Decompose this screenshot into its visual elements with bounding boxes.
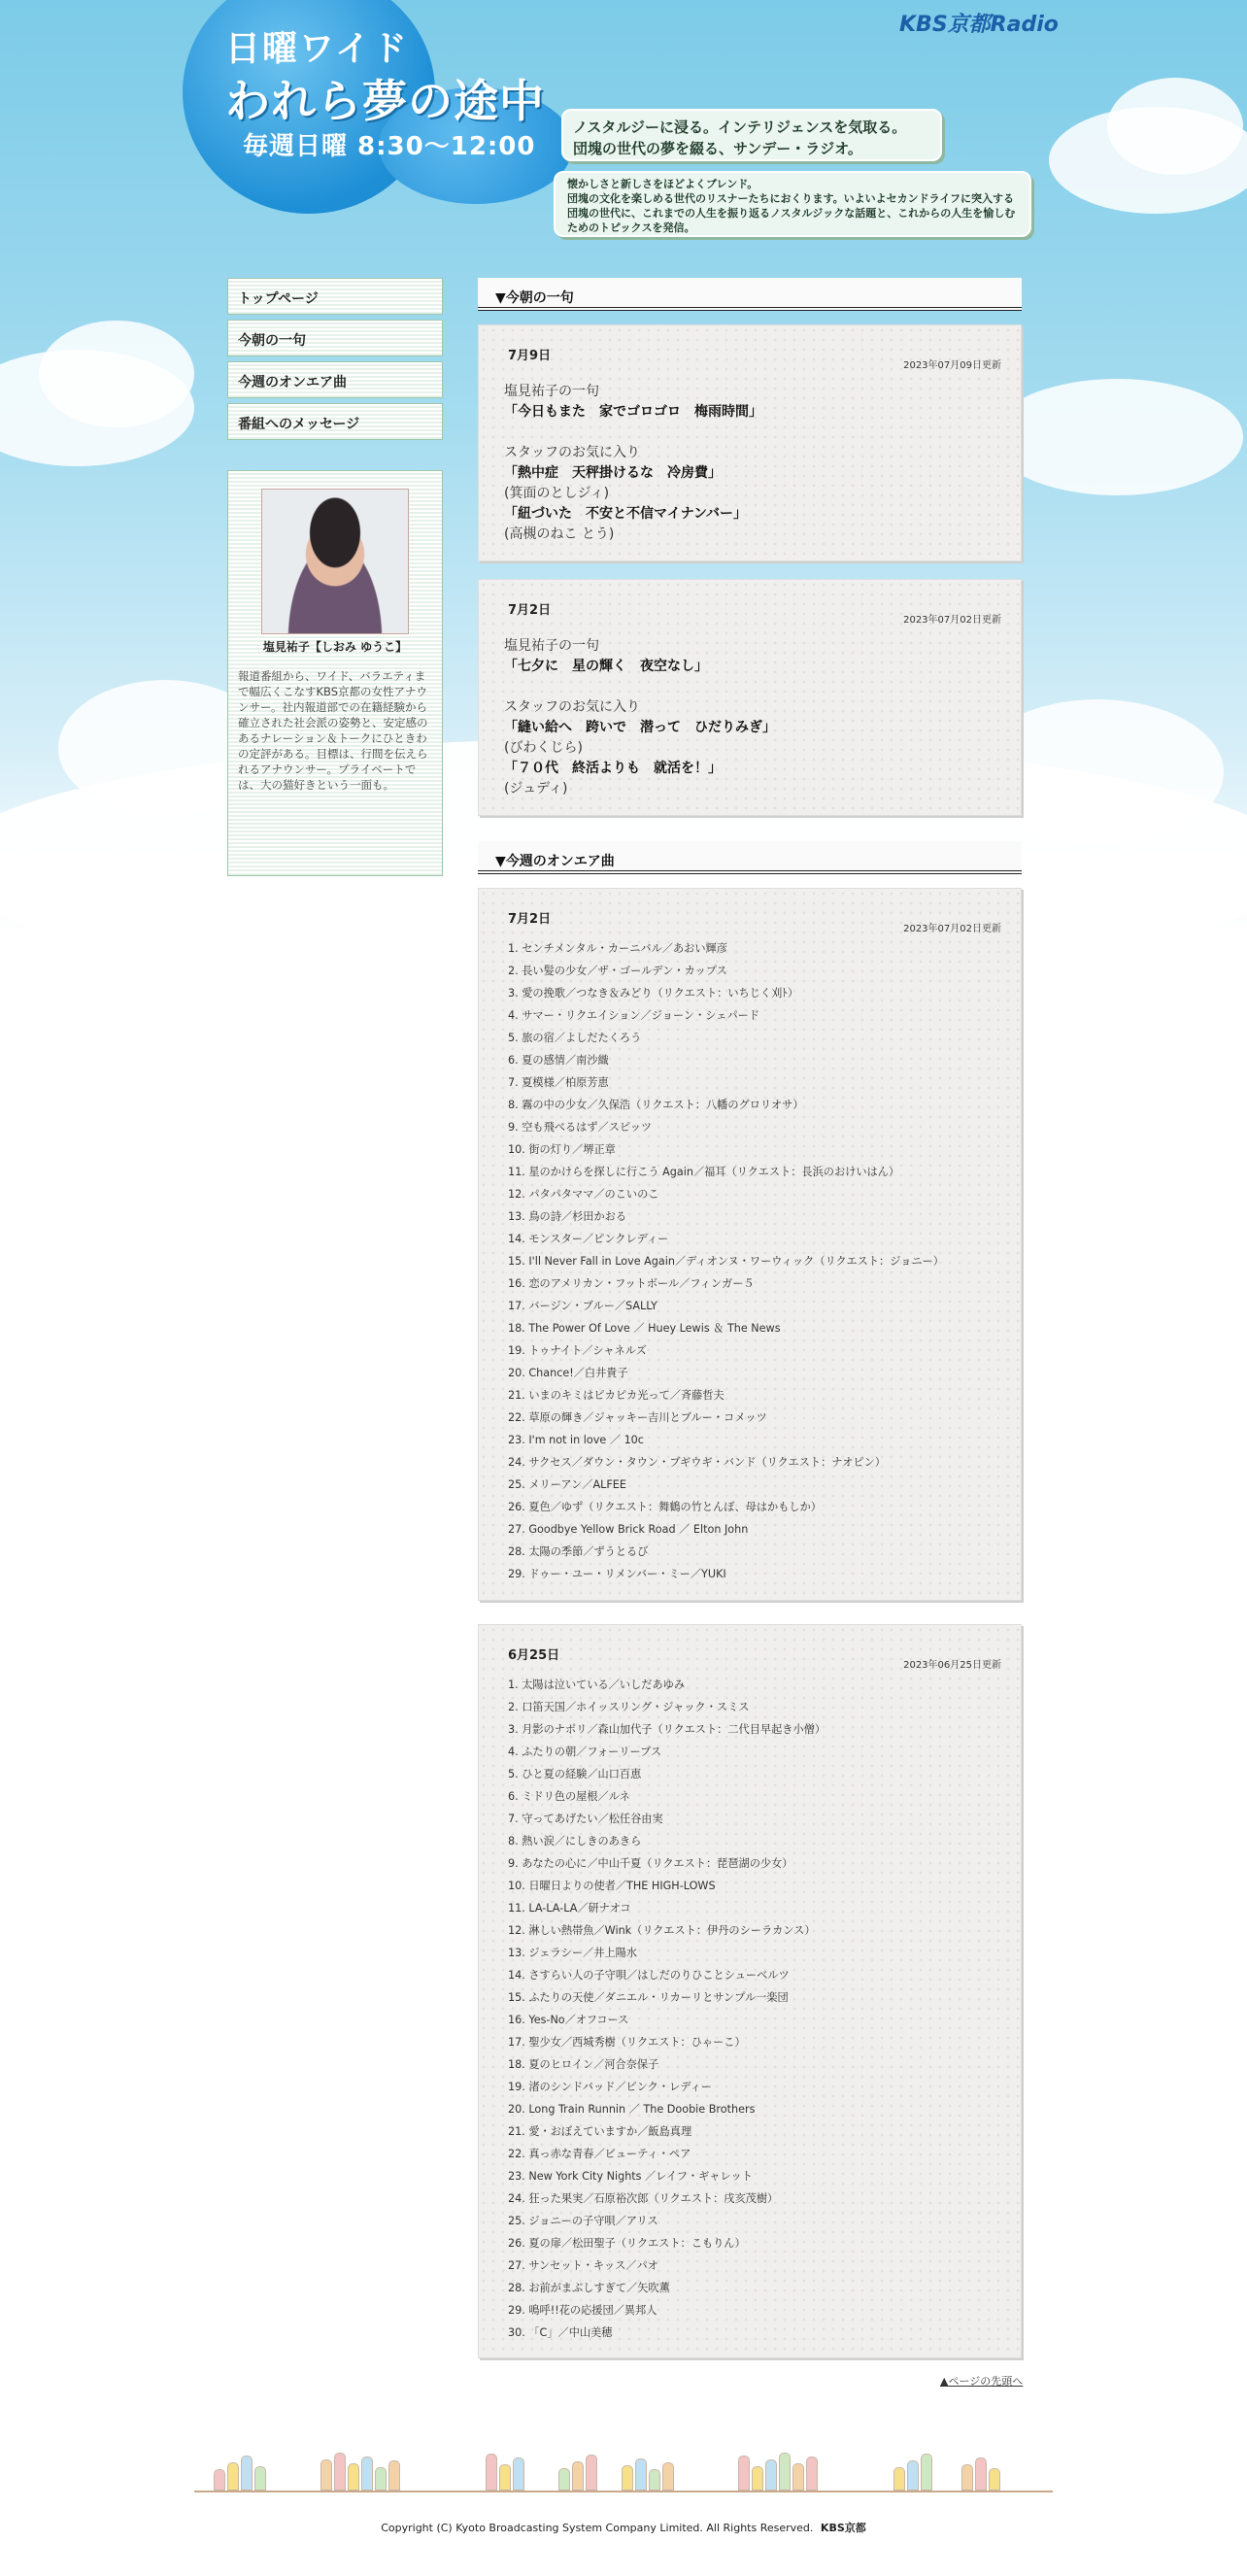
house-icon [907, 2460, 919, 2491]
house-icon [558, 2468, 570, 2491]
haiku-verse: 「紐づいた 不安と不信マイナンバー」 [504, 506, 748, 522]
house-icon [662, 2462, 674, 2491]
description-1: 懐かしさと新しさをほどよくブレンド。 [567, 178, 758, 190]
house-icon [752, 2466, 763, 2491]
song-item: 17. 聖少女／西城秀樹（リクエスト：ひゃーこ） [508, 2036, 746, 2049]
songs-card [478, 888, 1022, 1601]
house-icon [893, 2467, 905, 2491]
song-item: 12. 淋しい熱帯魚／Wink（リクエスト：伊丹のシーラカンス） [508, 1924, 816, 1937]
haiku-lines [504, 382, 762, 545]
haiku-verse: 「熱中症 天秤掛けるな 冷房費」 [504, 465, 722, 481]
song-item: 28. 太陽の季節／ずうとるび [508, 1545, 649, 1558]
card-date: 7月2日 [508, 912, 552, 927]
song-item: 10. 日曜日よりの使者／THE HIGH-LOWS [508, 1880, 716, 1892]
house-icon [214, 2469, 225, 2491]
song-item: 7. 守ってあげたい／松任谷由実 [508, 1813, 663, 1825]
song-item: 26. 夏の扉／松田聖子（リクエスト：こもりん） [508, 2237, 746, 2250]
songs-card [478, 1624, 1022, 2358]
town-illustration [194, 2434, 1053, 2491]
haiku-verse: 「七夕に 星の輝く 夜空なし」 [504, 659, 708, 674]
song-list [508, 937, 944, 1585]
song-item: 15. I'll Never Fall in Love Again／ディオンヌ・ワーウィック（リクエスト：ジョニー） [508, 1255, 944, 1268]
song-item: 21. 愛・おぼえていますか／飯島真理 [508, 2125, 692, 2138]
tagline-box [561, 109, 942, 161]
song-item: 25. ジョニーの子守唄／アリス [508, 2215, 658, 2227]
logo-schedule: 毎週日曜 8:30〜12:00 [243, 132, 536, 161]
description-box [554, 171, 1031, 237]
house-icon [227, 2462, 239, 2491]
song-item: 14. さすらい人の子守唄／はしだのりひことシューベルツ [508, 1969, 790, 1982]
haiku-lines [504, 636, 776, 799]
house-icon [388, 2460, 400, 2491]
song-item: 24. サクセス／ダウン・タウン・ブギウギ・バンド（リクエスト：ナオピン） [508, 1456, 886, 1469]
house-icon [921, 2454, 932, 2491]
song-item: 19. トゥナイト／シャネルズ [508, 1344, 647, 1357]
host-name: 塩見祐子【しおみ ゆうこ】 [262, 640, 408, 654]
song-item: 4. ふたりの朝／フォーリーブス [508, 1746, 662, 1758]
card-updated: 2023年06月25日更新 [903, 1660, 1001, 1671]
song-item: 20. Long Train Runnin ／ The Doobie Brothers [508, 2103, 756, 2116]
house-icon [499, 2464, 511, 2491]
song-item: 16. Yes-No／オフコース [508, 2014, 629, 2026]
song-item: 8. 熱い涙／にしきのあきら [508, 1835, 642, 1847]
song-item: 22. 真っ赤な青春／ビューティ・ペア [508, 2148, 691, 2160]
song-item: 25. メリーアン／ALFEE [508, 1478, 626, 1491]
song-item: 15. ふたりの天使／ダニエル・リカーリとサンプル一楽団 [508, 1991, 789, 2004]
song-item: 23. I'm not in love ／ 10c [508, 1434, 644, 1446]
haiku-note [504, 423, 762, 443]
house-icon [361, 2457, 373, 2491]
house-icon [586, 2455, 597, 2491]
song-item: 4. サマー・リクエイション／ジョーン・シェパード [508, 1009, 760, 1022]
song-item: 29. ドゥー・ユー・リメンバー・ミー／YUKI [508, 1568, 726, 1580]
song-item: 11. 星のかけらを探しに行こう Again／福耳（リクエスト：長浜のおけいはん） [508, 1166, 900, 1178]
song-list [508, 1674, 826, 2344]
nav-item-message[interactable]: 番組へのメッセージ [227, 403, 443, 440]
song-item: 26. 夏色／ゆず（リクエスト：舞鶴の竹とんぼ、母はかもしか） [508, 1501, 822, 1513]
house-icon [334, 2453, 346, 2491]
profile-box [227, 470, 443, 876]
song-item: 14. モンスター／ピンクレディー [508, 1233, 669, 1245]
song-item: 8. 霧の中の少女／久保浩（リクエスト：八幡のグロリオサ） [508, 1099, 804, 1111]
song-item: 1. センチメンタル・カーニバル／あおい輝彦 [508, 942, 727, 955]
haiku-note: 塩見祐子の一句 [504, 638, 599, 654]
house-icon [320, 2459, 332, 2491]
haiku-note: スタッフのお気に入り [504, 699, 640, 715]
host-description: 報道番組から、ワイド、バラエティまで幅広くこなすKBS京都の女性アナウンサー。社内報道部での在籍経験から確立された社会派の姿勢と、安定感のあるナレーション＆トークにひときわの定評がある。目標は、行間を伝えられるアナウンサー。プライベートでは、大の猫好きという一面も。 [238, 669, 428, 792]
house-icon [513, 2457, 524, 2491]
song-item: 6. ミドリ色の屋根／ルネ [508, 1790, 630, 1803]
house-icon [765, 2459, 777, 2491]
house-icon [961, 2464, 973, 2491]
nav-item-haiku[interactable]: 今朝の一句 [227, 320, 443, 356]
card-date: 6月25日 [508, 1648, 560, 1663]
song-item: 29. 鳴呼!!花の応援団／異邦人 [508, 2304, 657, 2317]
section-heading-haiku: ▼今朝の一句 [478, 278, 1022, 311]
house-icon [348, 2463, 359, 2491]
song-item: 10. 街の灯り／堺正章 [508, 1143, 616, 1156]
song-item: 23. New York City Nights ／レイフ・ギャレット [508, 2170, 753, 2183]
haiku-card [478, 324, 1022, 561]
haiku-verse: 「今日もまた 家でゴロゴロ 梅雨時間」 [504, 404, 762, 420]
card-date: 7月9日 [508, 349, 552, 363]
footer-divider [194, 2491, 1053, 2492]
card-updated: 2023年07月02日更新 [903, 615, 1001, 626]
song-item: 17. バージン・ブルー／SALLY [508, 1300, 657, 1312]
house-icon [806, 2457, 818, 2491]
song-item: 16. 恋のアメリカン・フットボール／フィンガー５ [508, 1277, 755, 1290]
house-icon [486, 2454, 497, 2491]
house-icon [649, 2469, 660, 2491]
song-item: 3. 愛の挽歌／つなき＆みどり（リクエスト：いちじく刈ﾄ） [508, 987, 799, 1000]
house-icon [375, 2467, 387, 2491]
station-logo[interactable]: KBS京都Radio [899, 13, 1059, 37]
song-item: 12. パタパタママ／のこいのこ [508, 1188, 659, 1201]
song-item: 11. LA-LA-LA／研ナオコ [508, 1902, 631, 1915]
song-item: 20. Chance!／白井貴子 [508, 1367, 628, 1379]
haiku-note: スタッフのお気に入り [504, 445, 640, 460]
haiku-note: (びわくじら) [504, 740, 583, 756]
house-icon [792, 2463, 804, 2491]
haiku-note [504, 677, 776, 697]
song-item: 5. 旅の宿／よしだたくろう [508, 1032, 642, 1044]
copyright [0, 2520, 1247, 2535]
song-item: 21. いまのキミはピカピカ光って／斉藤哲夫 [508, 1389, 725, 1402]
nav-item-top[interactable]: トップページ [227, 278, 443, 315]
haiku-note: (箕面のとしジィ) [504, 486, 610, 501]
song-item: 6. 夏の感情／南沙織 [508, 1054, 609, 1067]
song-item: 18. The Power Of Love ／ Huey Lewis ＆ The News [508, 1322, 781, 1335]
song-item: 9. 空も飛べるはず／スピッツ [508, 1121, 653, 1134]
card-updated: 2023年07月09日更新 [903, 360, 1001, 371]
haiku-note: (高槻のねこ とう) [504, 526, 615, 542]
song-item: 5. ひと夏の経験／山口百恵 [508, 1768, 642, 1780]
house-icon [635, 2458, 647, 2491]
sidebar-nav [227, 278, 443, 445]
haiku-verse: 「７０代 終活よりも 就活を！」 [504, 761, 722, 776]
house-icon [738, 2456, 750, 2491]
tagline-1: ノスタルジーに浸る。インテリジェンスを気取る。 [573, 119, 907, 136]
page-top-link[interactable]: ▲ページの先頭へ [940, 2375, 1024, 2388]
tagline-2: 団塊の世代の夢を綴る、サンデー・ラジオ。 [573, 140, 862, 157]
song-item: 2. 口笛天国／ホイッスリング・ジャック・スミス [508, 1701, 750, 1713]
song-item: 9. あなたの心に／中山千夏（リクエスト：琵琶湖の少女） [508, 1857, 793, 1870]
house-icon [254, 2466, 266, 2491]
song-item: 1. 太陽は泣いている／いしだあゆみ [508, 1678, 686, 1691]
section-heading-songs: ▼今週のオンエア曲 [478, 841, 1022, 874]
house-icon [572, 2461, 584, 2491]
house-icon [989, 2468, 1000, 2491]
house-icon [779, 2453, 791, 2491]
house-icon [241, 2456, 253, 2491]
card-updated: 2023年07月02日更新 [903, 924, 1001, 934]
song-item: 27. サンセット・キッス／パオ [508, 2259, 658, 2272]
song-item: 3. 月影のナポリ／森山加代子（リクエスト：二代目早起き小僧） [508, 1723, 826, 1736]
song-item: 18. 夏のヒロイン／河合奈保子 [508, 2058, 659, 2071]
copyright-text: Copyright (C) Kyoto Broadcasting System Company Limited. All Rights Reserved. [381, 2522, 814, 2534]
card-date: 7月2日 [508, 603, 552, 618]
description-2: 団塊の文化を楽しめる世代のリスナーたちにおくります。いよいよセカンドライフに突入する団塊の世代に、これまでの人生を振り返るノスタルジックな話題と、これからの人生を愉しむためのトピックスを発信。 [567, 192, 1016, 234]
house-icon [622, 2465, 633, 2491]
song-item: 13. ジェラシー／井上陽水 [508, 1947, 637, 1959]
song-item: 27. Goodbye Yellow Brick Road ／ Elton John [508, 1523, 749, 1536]
song-item: 13. 鳥の詩／杉田かおる [508, 1210, 627, 1223]
logo-line-1: 日曜ワイド [225, 29, 409, 69]
song-item: 28. お前がまぶしすぎて／矢吹薫 [508, 2282, 670, 2294]
haiku-note: 塩見祐子の一句 [504, 384, 599, 399]
song-item: 24. 狂った果実／石原裕次郎（リクエスト：戌亥茂樹） [508, 2192, 779, 2205]
song-item: 2. 長い髪の少女／ザ・ゴールデン・カップス [508, 965, 727, 977]
nav-item-songs[interactable]: 今週のオンエア曲 [227, 361, 443, 398]
haiku-verse: 「縫い給へ 跨いで 潜って ひだりみぎ」 [504, 720, 776, 735]
song-item: 30. 「C」／中山美穂 [508, 2326, 613, 2339]
haiku-card [478, 579, 1022, 816]
host-photo [261, 489, 409, 634]
house-icon [975, 2457, 987, 2491]
footer-brand: KBS京都 [820, 2522, 866, 2534]
haiku-note: (ジュディ) [504, 781, 568, 797]
song-item: 22. 草原の輝き／ジャッキー吉川とブルー・コメッツ [508, 1411, 767, 1424]
song-item: 7. 夏模様／柏原芳恵 [508, 1076, 609, 1089]
logo-title: われら夢の途中 [225, 75, 545, 127]
song-item: 19. 渚のシンドバッド／ピンク・レディー [508, 2081, 712, 2093]
